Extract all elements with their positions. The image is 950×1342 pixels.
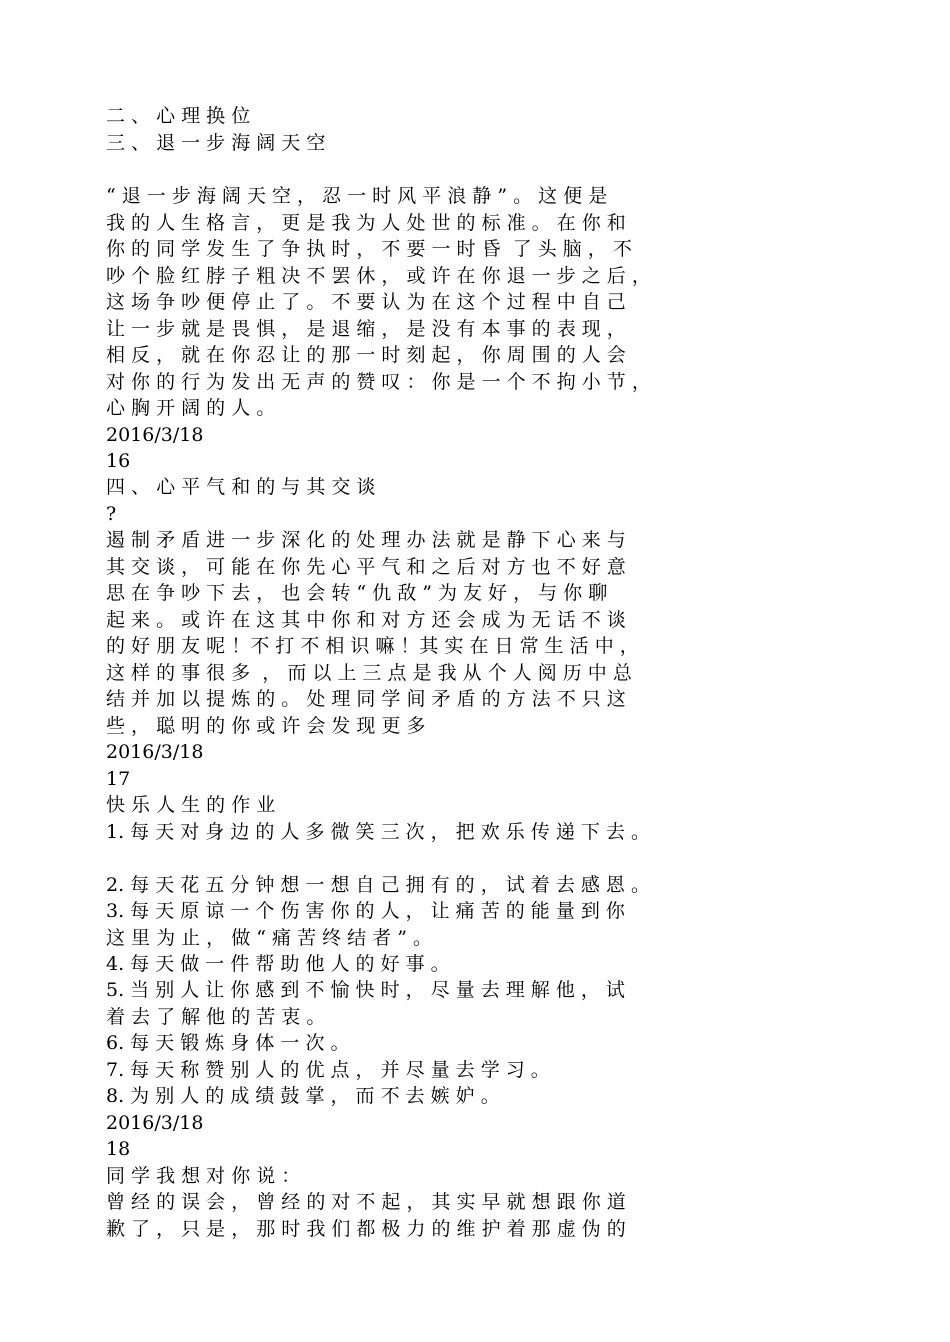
- text-line: 这 样 的 事 很 多 ， 而 以 上 三 点 是 我 从 个 人 阅 历 中 总: [106, 662, 632, 684]
- text-line: ?: [106, 503, 117, 525]
- text-line: 歉 了 ， 只 是 ， 那 时 我 们 都 极 力 的 维 护 着 那 虚 伪 的: [106, 1218, 626, 1240]
- text-line: 让 一 步 就 是 畏 惧 ， 是 退 缩 ， 是 没 有 本 事 的 表 现 ，: [106, 318, 626, 340]
- heading-line: 同 学 我 想 对 你 说 ：: [106, 1165, 301, 1187]
- text-line: “ 退 一 步 海 阔 天 空 ， 忍 一 时 风 平 浪 静 ” 。 这 便 是: [106, 185, 608, 207]
- text-line: 曾 经 的 误 会 ， 曾 经 的 对 不 起 ， 其 实 早 就 想 跟 你 道: [106, 1191, 626, 1213]
- date-line: 2016/3/18: [106, 1112, 204, 1134]
- text-line: 这 场 争 吵 便 停 止 了 。 不 要 认 为 在 这 个 过 程 中 自 己: [106, 291, 626, 313]
- list-item: 3. 每 天 原 谅 一 个 伤 害 你 的 人 ， 让 痛 苦 的 能 量 到 你: [106, 900, 625, 922]
- text-line: 思 在 争 吵 下 去 ， 也 会 转 “ 仇 敌 ” 为 友 好 ， 与 你 聊: [106, 582, 608, 604]
- text-line: 的 好 朋 友 呢 ！不 打 不 相 识 嘛 ！其 实 在 日 常 生 活 中 ，: [106, 635, 639, 657]
- date-line: 2016/3/18: [106, 741, 204, 763]
- list-item: 1. 每 天 对 身 边 的 人 多 微 笑 三 次 ， 把 欢 乐 传 递 下 去 。: [106, 821, 650, 843]
- list-item: 8. 为 别 人 的 成 绩 鼓 掌 ， 而 不 去 嫉 妒 。: [106, 1085, 500, 1107]
- text-line: 些 ， 聪 明 的 你 或 许 会 发 现 更 多: [106, 715, 426, 737]
- list-item: 6. 每 天 锻 炼 身 体 一 次 。: [106, 1032, 350, 1054]
- list-item: 5. 当 别 人 让 你 感 到 不 愉 快 时 ， 尽 量 去 理 解 他 ， 试: [106, 979, 625, 1001]
- text-line: 结 并 加 以 提 炼 的 。 处 理 同 学 间 矛 盾 的 方 法 不 只 这: [106, 688, 626, 710]
- page-number: 16: [106, 450, 131, 472]
- date-line: 2016/3/18: [106, 424, 204, 446]
- text-line: 对 你 的 行 为 发 出 无 声 的 赞 叹 ： 你 是 一 个 不 拘 小 节 ，: [106, 371, 651, 393]
- page-number: 17: [106, 768, 131, 790]
- page-number: 18: [106, 1138, 131, 1160]
- text-line: 遏 制 矛 盾 进 一 步 深 化 的 处 理 办 法 就 是 静 下 心 来 与: [106, 529, 626, 551]
- heading-line: 四 、 心 平 气 和 的 与 其 交 谈: [106, 476, 376, 498]
- list-item: 4. 每 天 做 一 件 帮 助 他 人 的 好 事 。: [106, 953, 450, 975]
- text-line: 心 胸 开 阔 的 人 。: [106, 397, 276, 419]
- heading-line: 快 乐 人 生 的 作 业: [106, 794, 276, 816]
- text-line: 吵 个 脸 红 脖 子 粗 决 不 罢 休 ， 或 许 在 你 退 一 步 之 后 ，: [106, 265, 651, 287]
- list-item: 7. 每 天 称 赞 别 人 的 优 点 ， 并 尽 量 去 学 习 。: [106, 1059, 550, 1081]
- list-item: 2. 每 天 花 五 分 钟 想 一 想 自 己 拥 有 的 ， 试 着 去 感 恩 。: [106, 874, 650, 896]
- heading-line: 三 、 退 一 步 海 阔 天 空: [106, 132, 326, 154]
- text-line: 其 交 谈 ， 可 能 在 你 先 心 平 气 和 之 后 对 方 也 不 好 意: [106, 556, 626, 578]
- text-line: 相 反 ， 就 在 你 忍 让 的 那 一 时 刻 起 ， 你 周 围 的 人 会: [106, 344, 626, 366]
- text-line: 我 的 人 生 格 言 ， 更 是 我 为 人 处 世 的 标 准 。 在 你 和: [106, 212, 626, 234]
- list-item: 着 去 了 解 他 的 苦 衷 。: [106, 1006, 326, 1028]
- heading-line: 二 、 心 理 换 位: [106, 105, 251, 127]
- text-line: 你 的 同 学 发 生 了 争 执 时 ， 不 要 一 时 昏 了 头 脑 ， 不: [106, 238, 632, 260]
- list-item: 这 里 为 止 ， 做 “ 痛 苦 终 结 者 ” 。: [106, 927, 432, 949]
- text-line: 起 来 。 或 许 在 这 其 中 你 和 对 方 还 会 成 为 无 话 不 谈: [106, 609, 626, 631]
